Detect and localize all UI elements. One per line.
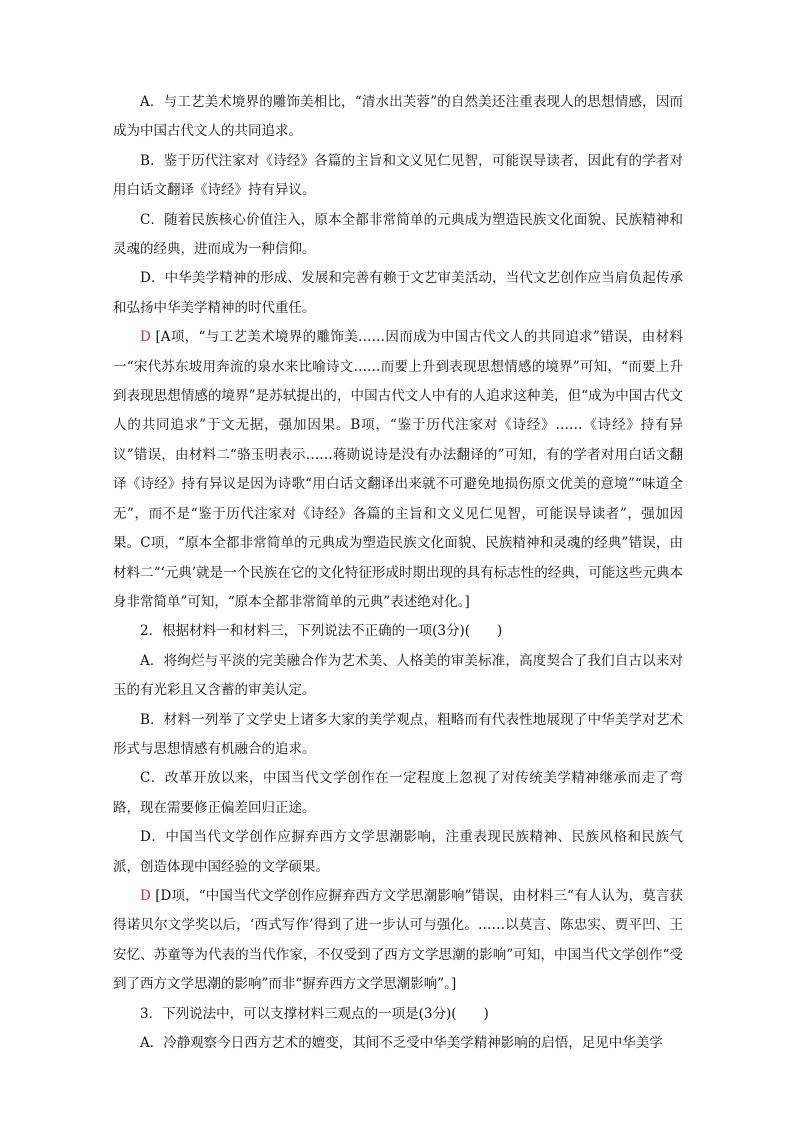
q1-option-a: A．与工艺美术境界的雕饰美相比，“清水出芙蓉”的自然美还注重表现人的思想情感，因而成为中国古代文人的共同追求。 xyxy=(113,94,683,140)
q1-option-c: C．随着民族核心价值注入，原本全都非常简单的元典成为塑造民族文化面貌、民族精神和灵魂的经典，进而成为一种信仰。 xyxy=(113,211,684,258)
q3-option-a: A．冷静观察今日西方艺术的嬗变，其间不乏受中华美学精神影响的启悟，足见中华美学 xyxy=(140,1035,663,1051)
q1-option-d: D．中华美学精神的形成、发展和完善有赖于文艺审美活动，当代文艺创作应当肩负起传承和弘扬中华美学精神的时代重任。 xyxy=(113,270,683,316)
question-3: 3．下列说法中，可以支撑材料三观点的一项是(3分)( ) xyxy=(140,1005,489,1022)
question-2: 2．根据材料一和材料三，下列说法不正确的一项(3分)( ) xyxy=(140,623,503,640)
q2-option-a: A．将绚烂与平淡的完美融合作为艺术美、人格美的审美标准，高度契合了我们自古以来对玉的有光彩且又含蓄的审美认定。 xyxy=(113,652,683,699)
answer-letter: D xyxy=(140,887,151,904)
q2-option-c: C．改革开放以来，中国当代文学创作在一定程度上忽视了对传统美学精神继承而走了弯路，现在需要修正偏差回归正途。 xyxy=(113,770,683,816)
q2-answer xyxy=(113,882,683,1000)
document-page xyxy=(113,88,683,1058)
q1-answer xyxy=(113,323,683,617)
q2-option-d: D．中国当代文学创作应摒弃西方文学思潮影响，注重表现民族精神、民族风格和民族气派，创造体现中国经验的文学硕果。 xyxy=(113,829,683,875)
q2-option-b: B．材料一列举了文学史上诸多大家的美学观点，粗略而有代表性地展现了中华美学对艺术形式与思想情感有机融合的追求。 xyxy=(113,711,683,757)
answer-explanation: [D项，“中国当代文学创作应摒弃西方文学思潮影响”错误，由材料三“有人认为，莫言获得诺贝尔文学奖以后，‘西式写作’得到了进一步认可与强化。……以莫言、陈忠实、贾平凹、王安忆、苏童等为代表的当代作家，不仅受到了西方文学思潮的影响”可知，中国当代文学创作“受到了西方文学思潮的影响”而非“摒弃西方文学思潮影响”。] xyxy=(113,887,683,993)
answer-letter: D xyxy=(140,329,151,346)
answer-explanation: [A项，“与工艺美术境界的雕饰美……因而成为中国古代文人的共同追求”错误，由材料一“宋代苏东坡用奔流的泉水来比喻诗文……而要上升到表现思想情感的境界”可知，“而要上升到表现思想情感的境界”是苏轼提出的，中国古代文人中有的人追求这种美，但“成为中国古代文人的共同追求”于文无据，强加因果。B项，“鉴于历代注家对《诗经》……《诗经》持有异议”错误，由材料二“骆玉明表示……蒋勋说诗是没有办法翻译的”可知，有的学者对用白话文翻译《诗经》持有异议是因为诗歌“用白话文翻译出来就不可避免地损伤原文优美的意境”“味道全无”，而不是“鉴于历代注家对《诗经》各篇的主旨和文义见仁见智，可能误导读者”，强加因果。C项，“原本全都非常简单的元典成为塑造民族文化面貌、民族精神和灵魂的经典”错误，由材料二“‘元典’就是一个民族在它的文化特征形成时期出现的具有标志性的经典，可能这些元典本身非常简单”可知，“原本全都非常简单的元典”表述绝对化。] xyxy=(113,329,683,610)
q1-option-b: B．鉴于历代注家对《诗经》各篇的主旨和文义见仁见智，可能误导读者，因此有的学者对用白话文翻译《诗经》持有异议。 xyxy=(113,152,683,199)
